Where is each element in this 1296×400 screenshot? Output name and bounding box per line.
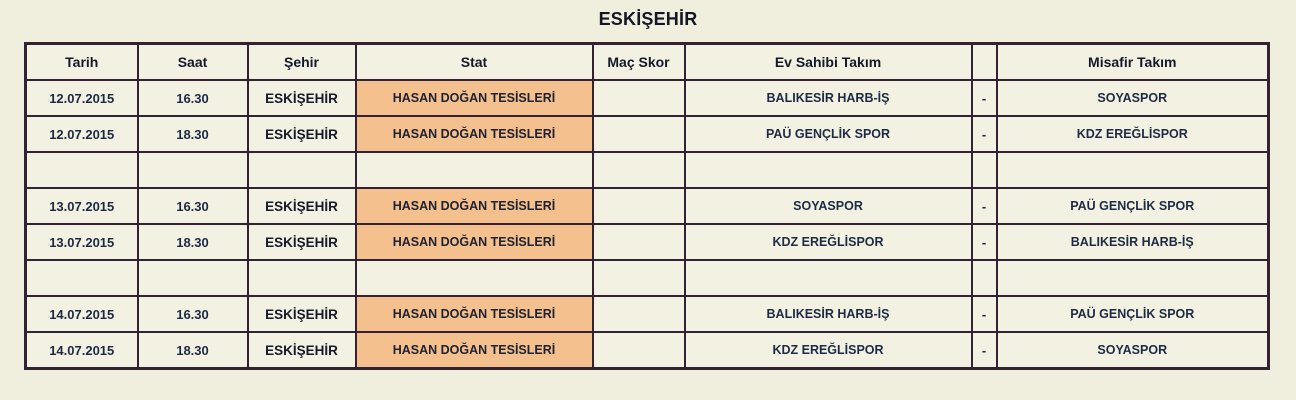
cell-away-team: PAÜ GENÇLİK SPOR [997,296,1269,332]
page-title: ESKİŞEHİR [598,9,698,29]
cell-stadium: HASAN DOĞAN TESİSLERİ [356,332,593,369]
cell-score [593,116,685,152]
cell-date [26,260,138,296]
match-row [26,332,1269,369]
cell-away-team: SOYASPOR [997,80,1269,116]
cell-stadium [356,152,593,188]
column-header-stadium: Stat [356,44,593,81]
column-header-away-team: Misafir Takım [997,44,1269,81]
cell-dash: - [972,116,997,152]
cell-date: 12.07.2015 [26,116,138,152]
column-header-score: Maç Skor [593,44,685,81]
cell-stadium: HASAN DOĞAN TESİSLERİ [356,296,593,332]
cell-away-team [997,260,1269,296]
cell-score [593,296,685,332]
cell-date: 14.07.2015 [26,296,138,332]
cell-dash: - [972,80,997,116]
cell-date [26,152,138,188]
cell-time [138,152,248,188]
cell-dash [972,260,997,296]
cell-city: ESKİŞEHİR [248,332,356,369]
spacer-row [26,260,1269,296]
cell-date: 13.07.2015 [26,188,138,224]
column-header-dash [972,44,997,81]
cell-city: ESKİŞEHİR [248,224,356,260]
cell-away-team: BALIKESİR HARB-İŞ [997,224,1269,260]
cell-score [593,188,685,224]
cell-time [138,260,248,296]
cell-stadium [356,260,593,296]
cell-time: 16.30 [138,296,248,332]
cell-score [593,80,685,116]
cell-away-team [997,152,1269,188]
cell-stadium: HASAN DOĞAN TESİSLERİ [356,116,593,152]
cell-dash: - [972,332,997,369]
match-row [26,296,1269,332]
cell-city [248,152,356,188]
cell-stadium: HASAN DOĞAN TESİSLERİ [356,224,593,260]
cell-score [593,260,685,296]
cell-stadium: HASAN DOĞAN TESİSLERİ [356,80,593,116]
cell-time: 16.30 [138,80,248,116]
cell-away-team: SOYASPOR [997,332,1269,369]
column-header-home-team: Ev Sahibi Takım [685,44,972,81]
cell-away-team: KDZ EREĞLİSPOR [997,116,1269,152]
cell-score [593,224,685,260]
column-header-time: Saat [138,44,248,81]
cell-home-team [685,260,972,296]
cell-dash: - [972,224,997,260]
cell-home-team: SOYASPOR [685,188,972,224]
header-row [26,44,1269,81]
cell-time: 16.30 [138,188,248,224]
cell-stadium: HASAN DOĞAN TESİSLERİ [356,188,593,224]
match-row [26,188,1269,224]
cell-dash [972,152,997,188]
cell-city: ESKİŞEHİR [248,188,356,224]
cell-dash: - [972,188,997,224]
cell-time: 18.30 [138,332,248,369]
cell-home-team: PAÜ GENÇLİK SPOR [685,116,972,152]
cell-city: ESKİŞEHİR [248,296,356,332]
cell-away-team: PAÜ GENÇLİK SPOR [997,188,1269,224]
cell-score [593,332,685,369]
cell-dash: - [972,296,997,332]
match-row [26,116,1269,152]
cell-time: 18.30 [138,224,248,260]
cell-city [248,260,356,296]
match-schedule-table [24,42,1270,370]
cell-home-team: KDZ EREĞLİSPOR [685,332,972,369]
cell-home-team: BALIKESİR HARB-İŞ [685,296,972,332]
column-header-city: Şehir [248,44,356,81]
cell-time: 18.30 [138,116,248,152]
column-header-date: Tarih [26,44,138,81]
cell-home-team [685,152,972,188]
match-row [26,224,1269,260]
spacer-row [26,152,1269,188]
cell-city: ESKİŞEHİR [248,80,356,116]
cell-date: 14.07.2015 [26,332,138,369]
cell-home-team: BALIKESİR HARB-İŞ [685,80,972,116]
cell-score [593,152,685,188]
cell-home-team: KDZ EREĞLİSPOR [685,224,972,260]
match-row [26,80,1269,116]
cell-date: 12.07.2015 [26,80,138,116]
cell-city: ESKİŞEHİR [248,116,356,152]
cell-date: 13.07.2015 [26,224,138,260]
